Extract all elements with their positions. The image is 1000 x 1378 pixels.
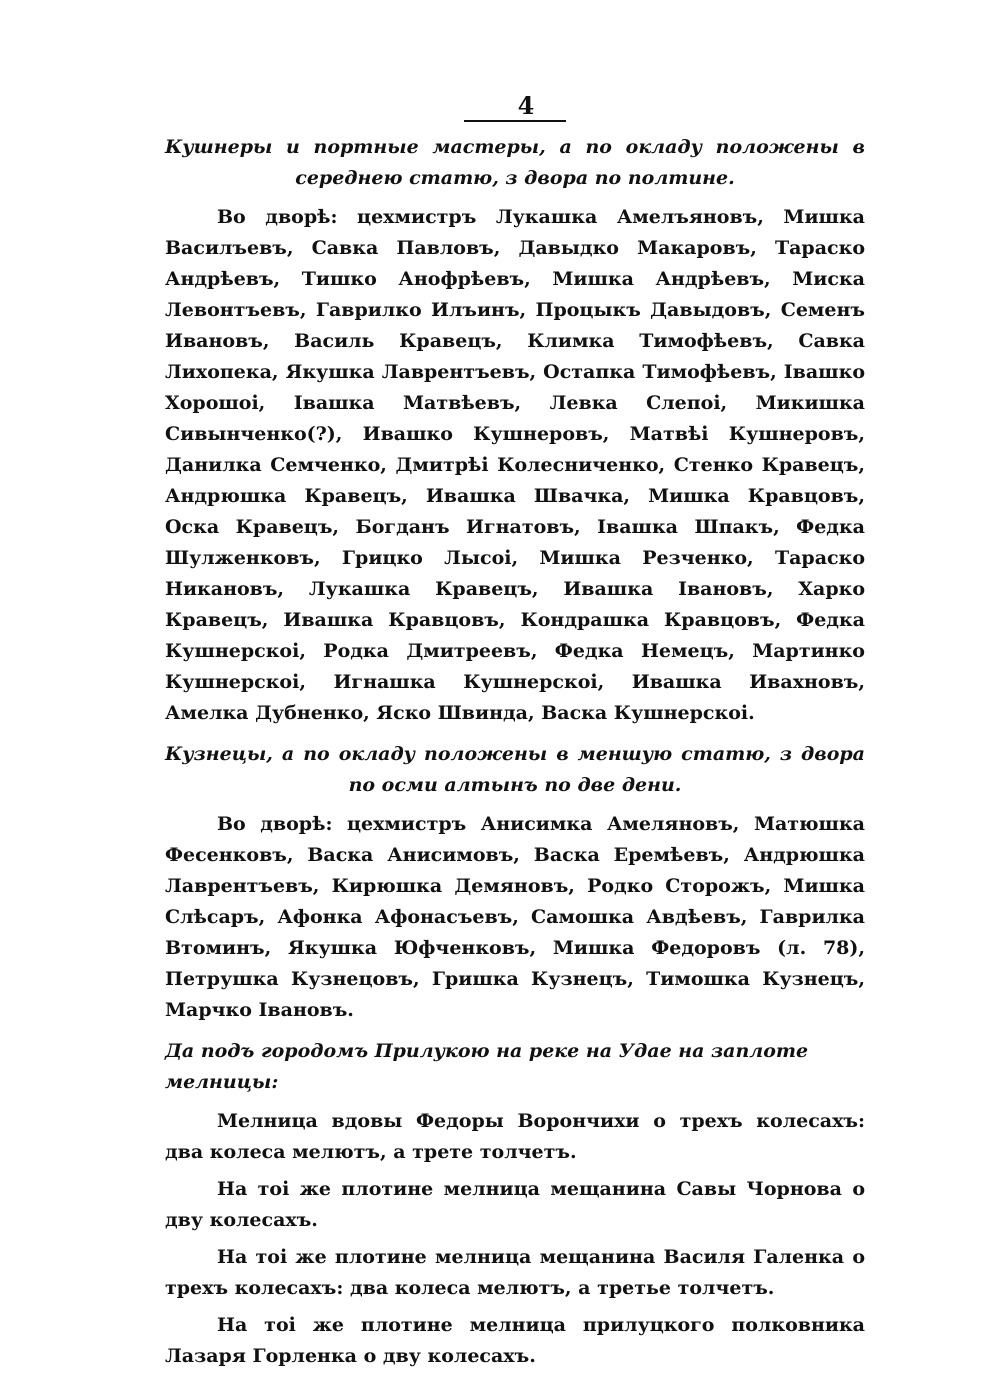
page-number: 4 <box>464 92 566 122</box>
paragraph-mill-4: На тоі же плотине мелница прилуцкого полковника Лазаря Горленка о дву колесахъ. <box>165 1314 865 1367</box>
section-heading-mills: Да подъ городомъ Прилукою на реке на Удае на заплоте мелницы: <box>165 1040 809 1093</box>
document-page <box>165 92 865 1378</box>
section-heading-furriers-tailors: Кушнеры и портные мастеры, а по окладу положены в середнею статю, з двора по полтине. <box>165 136 865 189</box>
paragraph-mill-2: На тоі же плотине мелница мещанина Савы Чорнова о дву колесахъ. <box>165 1178 865 1231</box>
paragraph-furriers-list: Во дворѣ: цехмистръ Лукашка Амелъяновъ, Мишка Василъевъ, Савка Павловъ, Давыдко Макаровъ, Тараско Андрѣевъ, Тишко Анофрѣевъ, Мишка Андрѣевъ, Миска Левонтъевъ, Гаврилко Илъинъ, Процыкъ Давыдовъ, Семенъ Ивановъ, Василь Кравецъ, Климка Тимофѣевъ, Савка Лихопека, Якушка Лаврентъевъ, Остапка Тимофѣевъ, Івашко Хорошоі, Івашка Матвѣевъ, Левка Слепоі, Микишка Сивынченко(?), Ивашко Кушнеровъ, Матвѣі Кушнеровъ, Данилка Семченко, Дмитрѣі Колесниченко, Стенко Кравецъ, Андрюшка Кравецъ, Ивашка Швачка, Мишка Кравцовъ, Оска Кравецъ, Богданъ Игнатовъ, Івашка Шпакъ, Федка Шулженковъ, Грицко Лысоі, Мишка Резченко, Тараско Никановъ, Лукашка Кравецъ, Ивашка Івановъ, Харко Кравецъ, Ивашка Кравцовъ, Кондрашка Кравцовъ, Федка Кушнерскоі, Родка Дмитреевъ, Федка Немецъ, Мартинко Кушнерскоі, Игнашка Кушнерскоі, Ивашка Ивахновъ, Амелка Дубненко, Яско Швинда, Васка Кушнерскоі. <box>165 206 865 724</box>
paragraph-mill-1: Мелница вдовы Федоры Ворончихи о трехъ колесахъ: два колеса мелютъ, а трете толчетъ. <box>165 1110 865 1163</box>
paragraph-blacksmiths-list: Во дворѣ: цехмистръ Анисимка Амеляновъ, Матюшка Фесенковъ, Васка Анисимовъ, Васка Еремѣевъ, Андрюшка Лаврентъевъ, Кирюшка Демяновъ, Родко Сторожъ, Мишка Слѣсаръ, Афонка Афонасъевъ, Самошка Авдѣевъ, Гаврилка Втоминъ, Якушка Юфченковъ, Мишка Федоровъ (л. 78), Петрушка Кузнецовъ, Гришка Кузнецъ, Тимошка Кузнецъ, Марчко Івановъ. <box>165 813 865 1021</box>
section-heading-blacksmiths: Кузнецы, а по окладу положены в меншую статю, з двора по осми алтынъ по две дени. <box>165 743 865 796</box>
paragraph-mill-3: На тоі же плотине мелница мещанина Василя Галенка о трехъ колесахъ: два колеса мелютъ, а третье толчетъ. <box>165 1246 865 1299</box>
